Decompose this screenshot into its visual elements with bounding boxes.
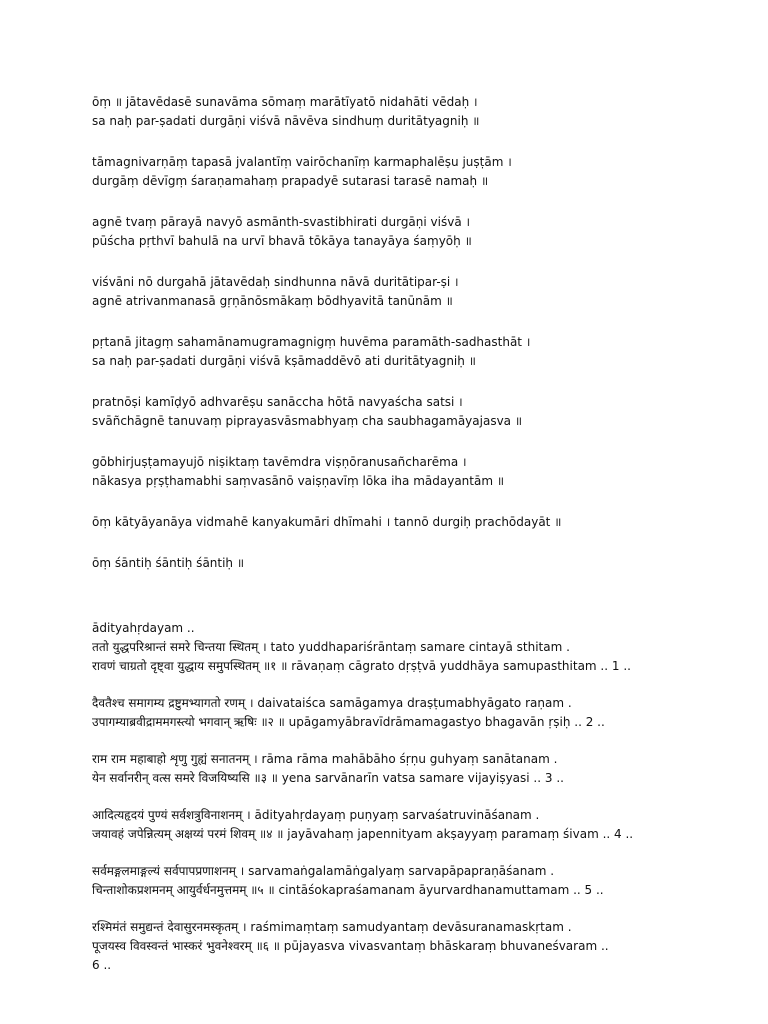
verse-line: उपागम्याब्रवीद्राममगस्त्यो भगवान् ऋषिः ॥२ ॥ upāgamyābravīdrāmamagastyo bhagavān ṛṣiḥ .. 2 .. bbox=[92, 715, 605, 729]
verse-line: pratnōṣi kamīḍyō adhvarēṣu sanāccha hōtā navyaścha satsi । bbox=[92, 395, 463, 409]
document-body bbox=[92, 93, 742, 993]
section-title: ādityahṛdayam .. bbox=[92, 621, 195, 635]
verse-line: pṛtanā jitagṃ sahamānamugramagnigṃ huvēma paramāth-sadhasthāt । bbox=[92, 335, 531, 349]
verse-line: आदित्यहृदयं पुण्यं सर्वशत्रुविनाशनम् । ādityahṛdayaṃ puṇyaṃ sarvaśatruvināśanam . bbox=[92, 808, 540, 822]
stotra-verse bbox=[92, 862, 742, 900]
stotra-verse bbox=[92, 918, 742, 975]
hymn-verse bbox=[92, 153, 742, 191]
verse-line: sa naḥ par-ṣadati durgāṇi viśvā nāvēva sindhuṃ duritātyagniḥ ॥ bbox=[92, 114, 480, 128]
verse-line: svāñchāgnē tanuvaṃ piprayasvāsmabhyaṃ cha saubhagamāyajasva ॥ bbox=[92, 414, 523, 428]
verse-line: ōṃ kātyāyanāya vidmahē kanyakumāri dhīmahi । tannō durgiḥ prachōdayāt ॥ bbox=[92, 515, 562, 529]
verse-line: दैवतैश्च समागम्य द्रष्टुमभ्यागतो रणम् । daivataiśca samāgamya draṣṭumabhyāgato raṇam . bbox=[92, 696, 572, 710]
verse-line: pūścha pṛthvī bahulā na urvī bhavā tōkāya tanayāya śaṃyōḥ ॥ bbox=[92, 234, 472, 248]
verse-line: ōṃ ॥ jātavēdasē sunavāma sōmaṃ marātīyatō nidahāti vēdaḥ । bbox=[92, 95, 478, 109]
verse-line: जयावहं जपेन्नित्यम् अक्षय्यं परमं शिवम् ॥४ ॥ jayāvahaṃ japennityam akṣayyaṃ paramaṃ śivam .. 4 .. bbox=[92, 827, 634, 841]
verse-line: agnē atrivanmanasā gṛṇānōsmākaṃ bōdhyavitā tanūnām ॥ bbox=[92, 294, 453, 308]
verse-line: रावणं चाग्रतो दृष्ट्वा युद्धाय समुपस्थितम् ॥१ ॥ rāvaṇaṃ cāgrato dṛṣṭvā yuddhāya samupasthitam .. 1 .. bbox=[92, 659, 631, 673]
hymn-verse bbox=[92, 93, 742, 131]
verse-line: viśvāni nō durgahā jātavēdaḥ sindhunna nāvā duritātipar-ṣi । bbox=[92, 275, 459, 289]
hymn-verse bbox=[92, 273, 742, 311]
verse-line: 6 .. bbox=[92, 958, 112, 972]
verse-line: ōṃ śāntiḥ śāntiḥ śāntiḥ ॥ bbox=[92, 556, 245, 570]
hymn-verse bbox=[92, 393, 742, 431]
hymn-verse bbox=[92, 333, 742, 371]
verse-line: सर्वमङ्गलमाङ्गल्यं सर्वपापप्रणाशनम् । sarvamaṅgalamāṅgalyaṃ sarvapāpapraṇāśanam . bbox=[92, 864, 555, 878]
stotra-verse bbox=[92, 694, 742, 732]
verse-line: gōbhirjuṣṭamayujō niṣiktaṃ tavēmdra viṣṇōranusañcharēma । bbox=[92, 455, 467, 469]
hymn-verse bbox=[92, 513, 742, 532]
verse-line: पूजयस्व विवस्वन्तं भास्करं भुवनेश्वरम् ॥६ ॥ pūjayasva vivasvantaṃ bhāskaraṃ bhuvaneśvaram .. bbox=[92, 939, 609, 953]
stotra-verse bbox=[92, 638, 742, 676]
verse-line: tāmagnivarṇāṃ tapasā jvalantīṃ vairōchanīṃ karmaphalēṣu juṣṭām । bbox=[92, 155, 512, 169]
verse-line: रश्मिमंतं समुद्यन्तं देवासुरनमस्कृतम् । raśmimaṃtaṃ samudyantaṃ devāsuranamaskṛtam . bbox=[92, 920, 572, 934]
stotra-verse bbox=[92, 750, 742, 788]
verse-line: durgāṃ dēvīgṃ śaraṇamahaṃ prapadyē sutarasi tarasē namaḥ ॥ bbox=[92, 174, 489, 188]
section-gap bbox=[92, 595, 742, 619]
durga-suktam-section bbox=[92, 93, 742, 573]
stotra-verse bbox=[92, 806, 742, 844]
verse-line: येन सर्वानरीन् वत्स समरे विजयिष्यसि ॥३ ॥ yena sarvānarīn vatsa samare vijayiṣyasi .. 3 .. bbox=[92, 771, 564, 785]
hymn-verse bbox=[92, 453, 742, 491]
verse-line: ततो युद्धपरिश्रान्तं समरे चिन्तया स्थितम् । tato yuddhapariśrāntaṃ samare cintayā sthitam . bbox=[92, 640, 570, 654]
verse-line: चिन्ताशोकप्रशमनम् आयुर्वर्धनमुत्तमम् ॥५ ॥ cintāśokapraśamanam āyurvardhanamuttamam .. 5 .. bbox=[92, 883, 604, 897]
hymn-verse bbox=[92, 554, 742, 573]
verse-line: agnē tvaṃ pārayā navyō asmānth-svastibhirati durgāṇi viśvā । bbox=[92, 215, 471, 229]
verse-line: राम राम महाबाहो शृणु गुह्यं सनातनम् । rāma rāma mahābāho śṛṇu guhyaṃ sanātanam . bbox=[92, 752, 558, 766]
verse-line: nākasya pṛṣṭhamabhi saṃvasānō vaiṣṇavīṃ lōka iha mādayantām ॥ bbox=[92, 474, 505, 488]
hymn-verse bbox=[92, 213, 742, 251]
aditya-hridayam-section bbox=[92, 619, 742, 975]
verse-line: sa naḥ par-ṣadati durgāṇi viśvā kṣāmaddēvō ati duritātyagniḥ ॥ bbox=[92, 354, 476, 368]
